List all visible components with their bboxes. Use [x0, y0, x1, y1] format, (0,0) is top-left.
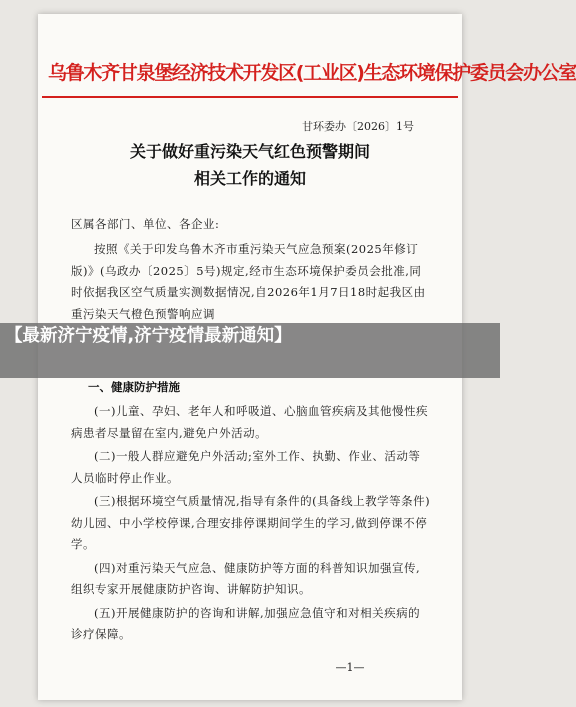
document-title-line-2: 相关工作的通知	[193, 169, 306, 188]
section-heading: 一、健康防护措施	[88, 380, 180, 394]
document-title	[38, 138, 462, 192]
measure-item: (二)一般人群应避免户外活动;室外工作、执勤、作业、活动等人员临时停止作业。	[71, 449, 421, 485]
intro-paragraph: 按照《关于印发乌鲁木齐市重污染天气应急预案(2025年修订版)》(乌政办〔2025〕5号)规定,经市生态环境保护委员会批准,同时依据我区空气质量实测数据情况,自2026年1月7日18时起我区由重污染天气橙色预警响应调	[71, 242, 426, 321]
measure-item: (三)根据环境空气质量情况,指导有条件的(具备线上教学等条件)幼儿园、中小学校停课,合理安排停课期间学生的学习,做到停课不停学。	[71, 494, 431, 551]
recipient-line: 区属各部门、单位、各企业:	[71, 217, 220, 231]
banner-title[interactable]: 【最新济宁疫情,济宁疫情最新通知】	[5, 326, 292, 346]
document-title-line-1: 关于做好重污染天气红色预警期间	[129, 142, 370, 161]
issuing-organization-header: 乌鲁木齐甘泉堡经济技术开发区(工业区)生态环境保护委员会办公室	[48, 62, 576, 84]
page-number: —1—	[335, 661, 365, 674]
measure-item: (五)开展健康防护的咨询和讲解,加强应急值守和对相关疾病的诊疗保障。	[71, 605, 421, 641]
measures-list	[71, 401, 432, 648]
red-header-divider	[42, 96, 458, 98]
measure-item: (一)儿童、孕妇、老年人和呼吸道、心脑血管疾病及其他慢性疾病患者尽量留在室内,避免户外活动。	[71, 404, 428, 440]
measure-item: (四)对重污染天气应急、健康防护等方面的科普知识加强宣传,组织专家开展健康防护咨询、讲解防护知识。	[71, 560, 421, 596]
document-number: 甘环委办〔2026〕1号	[302, 120, 414, 133]
